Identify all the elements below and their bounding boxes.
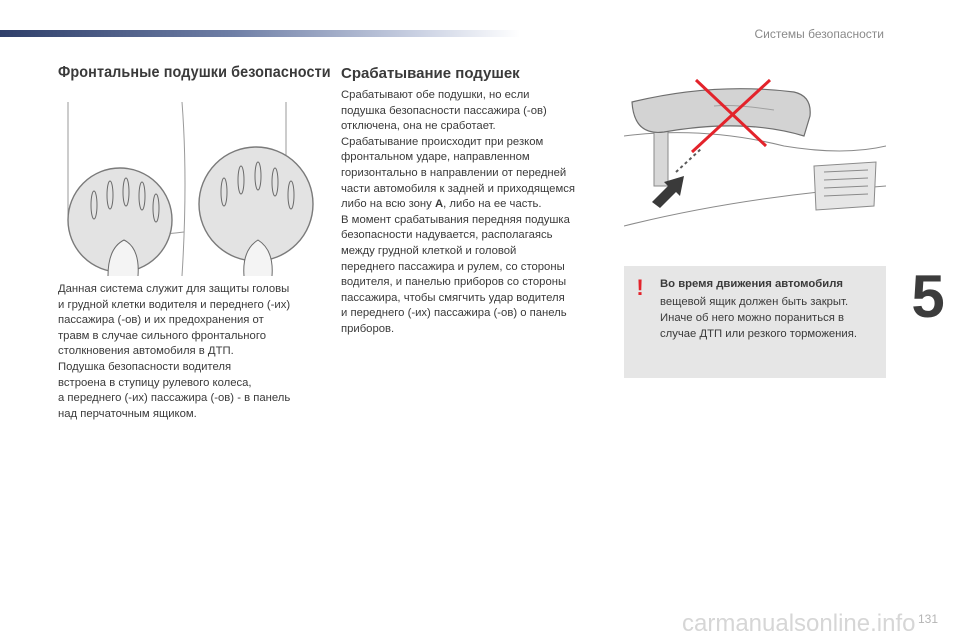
watermark: carmanualsonline.info xyxy=(682,610,916,637)
airbag-illustration xyxy=(64,100,314,278)
warning-icon: ! xyxy=(636,275,644,300)
chapter-number: 5 xyxy=(911,263,945,330)
header-color-bar xyxy=(0,30,520,37)
warning-title: Во время движения автомобиля xyxy=(660,278,843,290)
dashboard-illustration xyxy=(624,76,886,246)
warning-text: вещевой ящик должен быть закрыт. Иначе об него можно пораниться в случае ДТП или резкого торможения. xyxy=(660,296,857,340)
deployment-title: Срабатывание подушек xyxy=(341,65,520,82)
section-title: Системы безопасности xyxy=(754,27,884,41)
frontal-airbags-paragraph: Данная система служит для защиты головы и грудной клетки водителя и переднего (-их) пассажира (-ов) и их предохранения от травм в случае сильного фронтального столкновения автомобиля в ДТП. Подушка безопасности водителя встроена в ступицу рулевого колеса, а переднего (-их) пассажира (-ов) - в панель над перчаточным ящиком. xyxy=(58,283,291,420)
page-number: 131 xyxy=(917,612,938,626)
deployment-paragraph: Срабатывают обе подушки, но если подушка безопасности пассажира (-ов) отключена, она не сработает. Срабатывание происходит при резком фронтальном ударе, направленном горизонтально в направлении от передней части автомобиля к задней и приходящемся либо на всю зону A, либо на ее часть. В момент срабатывания передняя подушка безопасности надувается, располагаясь между грудной клеткой и головой переднего пассажира и рулем, со стороны водителя, и панелью приборов со стороны пассажира, чтобы смягчить удар водителя и переднего (-их) пассажира (-ов) о панель приборов. xyxy=(341,89,575,335)
zone-a-label: A xyxy=(434,198,444,211)
frontal-airbags-title: Фронтальные подушки безопасности xyxy=(58,64,331,81)
